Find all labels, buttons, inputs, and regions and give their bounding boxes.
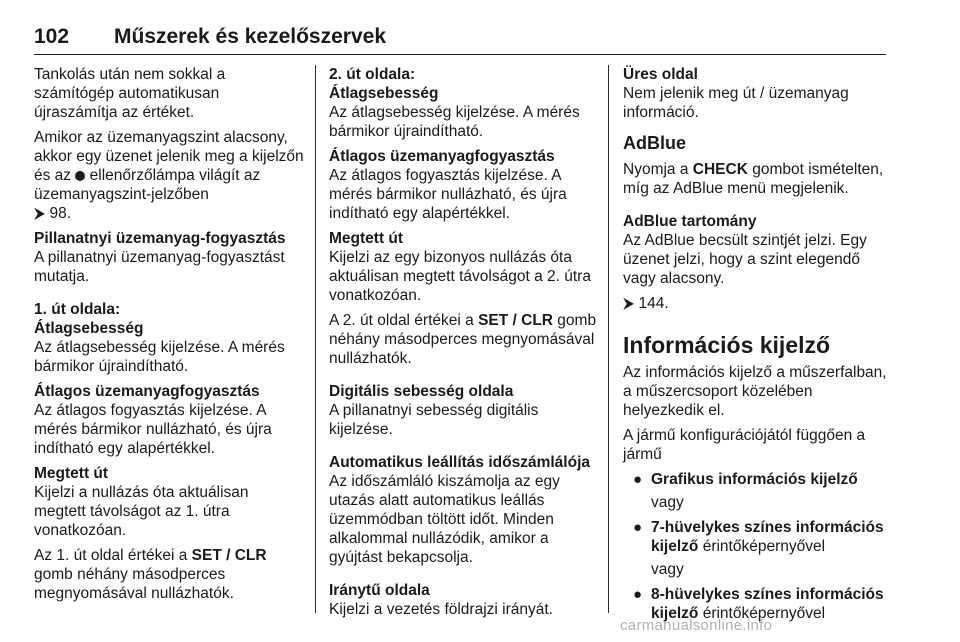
bullet-icon: ● [633, 471, 643, 488]
paragraph [329, 311, 597, 368]
text: gomb néhány másodperces megnyomásával nullázhatók. [329, 312, 597, 367]
section-heading: Üres oldal [623, 66, 698, 83]
section-heading: 1. út oldala: [34, 301, 121, 318]
page-header [34, 24, 886, 55]
section-title: Információs kijelző [623, 332, 831, 358]
list-item [623, 518, 893, 556]
text: gombot ismételten, míg az AdBlue menü megjelenik. [623, 161, 884, 197]
list-item-text: érintőképernyővel [698, 605, 826, 622]
section-heading: Digitális sebesség oldala [329, 383, 514, 400]
list-item-text: Grafikus információs kijelző [651, 471, 858, 488]
text: Nyomja a [623, 161, 693, 178]
list-separator: vagy [651, 561, 684, 578]
list-item-text: 7-hüvelykes színes információs kijelző [651, 519, 884, 555]
section-heading: Megtett út [34, 465, 109, 482]
paragraph: Az információs kijelző a műszerfalban, a műszercsoport közelében helyezkedik el. [623, 364, 887, 419]
text: gomb néhány másodperces megnyomásával nullázhatók. [34, 566, 234, 602]
warning-lamp-icon [75, 171, 85, 181]
page-reference-link[interactable]: ⮞ 144. [623, 295, 669, 312]
paragraph: Kijelzi a nullázás óta aktuálisan megtett távolságot az 1. útra vonatkozóan. [34, 484, 249, 539]
page-reference-link[interactable]: ⮞ 98. [34, 205, 72, 222]
button-name: SET / CLR [478, 312, 553, 329]
paragraph: Az átlagsebesség kijelzése. A mérés bármikor újraindítható. [329, 104, 580, 140]
column-3 [623, 65, 893, 625]
bullet-icon: ● [633, 586, 643, 603]
section-heading: Átlagsebesség [329, 85, 439, 102]
paragraph: Az átlagos fogyasztás kijelzése. A mérés bármikor nullázható, és újra indítható egy alapértékkel. [329, 167, 567, 222]
column-divider [608, 65, 609, 613]
paragraph: Az átlagos fogyasztás kijelzése. A mérés bármikor nullázható, és újra indítható egy alapértékkel. [34, 402, 272, 457]
bullet-icon: ● [633, 519, 643, 536]
paragraph [623, 160, 893, 198]
section-heading: Átlagsebesség [34, 320, 144, 337]
paragraph: Tankolás után nem sokkal a számítógép automatikusan újraszámítja az értéket. [34, 66, 226, 121]
chapter-title: Műszerek és kezelőszervek [114, 25, 387, 48]
watermark: carmanualsonline.info [620, 617, 773, 634]
section-heading: AdBlue tartomány [623, 213, 757, 230]
section-heading: Átlagos üzemanyagfogyasztás [34, 383, 260, 400]
paragraph: Kijelzi az egy bizonyos nullázás óta aktuálisan megtett távolságot a 2. útra vonatkozóan. [329, 249, 591, 304]
text: ellenőrzőlámpa világít az üzemanyagszint-jelzőben [34, 167, 261, 203]
paragraph: A pillanatnyi üzemanyag-fogyasztást mutatja. [34, 249, 285, 285]
column-divider [315, 65, 316, 613]
list-separator: vagy [651, 494, 684, 511]
section-heading: Iránytű oldala [329, 582, 430, 599]
section-heading: 2. út oldala: [329, 66, 416, 83]
text: Amikor az üzemanyagszint alacsony, akkor egy üzenet jelenik meg a kijelzőn és az [34, 129, 304, 184]
column-1 [34, 65, 304, 609]
paragraph: Nem jelenik meg út / üzemanyag információ. [623, 85, 849, 121]
list-item [623, 470, 893, 489]
button-name: CHECK [692, 161, 748, 178]
text: A 2. út oldal értékei a [329, 312, 479, 329]
paragraph: A jármű konfigurációjától függően a jármű [623, 427, 866, 463]
button-name: SET / CLR [191, 547, 267, 564]
text: Az 1. út oldal értékei a [34, 547, 192, 564]
section-heading: Megtett út [329, 230, 404, 247]
paragraph: Az átlagsebesség kijelzése. A mérés bármikor újraindítható. [34, 339, 285, 375]
paragraph: Az időszámláló kiszámolja az egy utazás alatt automatikus leállás üzemmódban töltött időt. Minden alkalommal nullázódik, amikor a gyújtást bekapcsolja. [329, 473, 560, 566]
page-number: 102 [34, 25, 70, 48]
paragraph: Kijelzi a vezetés földrajzi irányát. [329, 601, 553, 618]
section-heading: Pillanatnyi üzemanyag-fogyasztás [34, 230, 286, 247]
paragraph [34, 546, 304, 603]
section-heading: Automatikus leállítás időszámlálója [329, 454, 590, 471]
paragraph [34, 128, 304, 223]
subsection-title: AdBlue [623, 133, 686, 153]
list-item-text: 8-hüvelykes színes információs kijelző [651, 586, 884, 622]
list-item-text: érintőképernyővel [698, 538, 826, 555]
column-2 [329, 65, 597, 625]
section-heading: Átlagos üzemanyagfogyasztás [329, 148, 555, 165]
paragraph: Az AdBlue becsült szintjét jelzi. Egy üzenet jelzi, hogy a szint elegendő vagy alacsony. [623, 232, 867, 287]
paragraph: A pillanatnyi sebesség digitális kijelzése. [329, 402, 539, 438]
